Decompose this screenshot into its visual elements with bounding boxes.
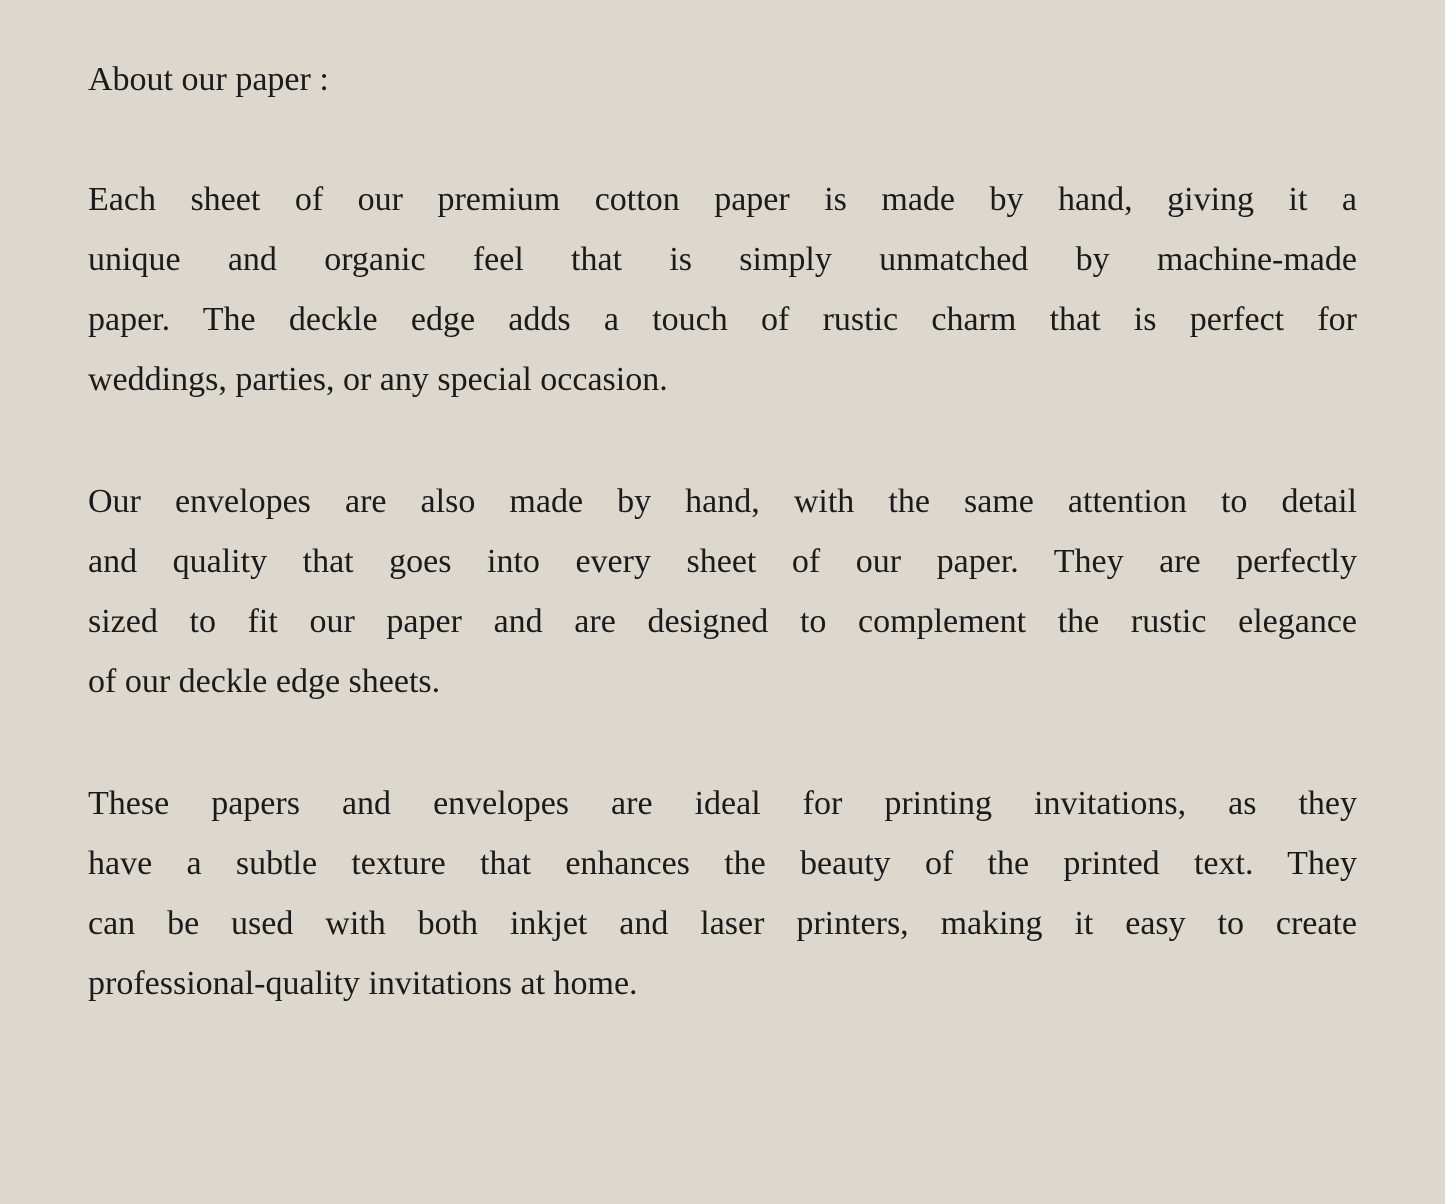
text-line: These papers and envelopes are ideal for printing invitations, as they — [88, 785, 1357, 822]
text-line: unique and organic feel that is simply unmatched by machine-made — [88, 241, 1357, 278]
text-line: sized to fit our paper and are designed to complement the rustic elegance — [88, 603, 1357, 640]
text-line: weddings, parties, or any special occasion. — [88, 361, 668, 398]
text-line: can be used with both inkjet and laser printers, making it easy to create — [88, 905, 1357, 942]
paragraph — [88, 472, 1357, 712]
text-line: and quality that goes into every sheet of our paper. They are perfectly — [88, 543, 1357, 580]
text-line: Our envelopes are also made by hand, with the same attention to detail — [88, 483, 1357, 520]
text-line: have a subtle texture that enhances the beauty of the printed text. They — [88, 845, 1357, 882]
page-title: About our paper : — [88, 61, 329, 98]
paragraph — [88, 170, 1357, 410]
paragraph — [88, 774, 1357, 1014]
text-line: of our deckle edge sheets. — [88, 663, 441, 700]
document-body — [88, 170, 1357, 1014]
text-line: professional-quality invitations at home. — [88, 965, 638, 1002]
text-line: Each sheet of our premium cotton paper is made by hand, giving it a — [88, 181, 1357, 218]
text-line: paper. The deckle edge adds a touch of rustic charm that is perfect for — [88, 301, 1357, 338]
